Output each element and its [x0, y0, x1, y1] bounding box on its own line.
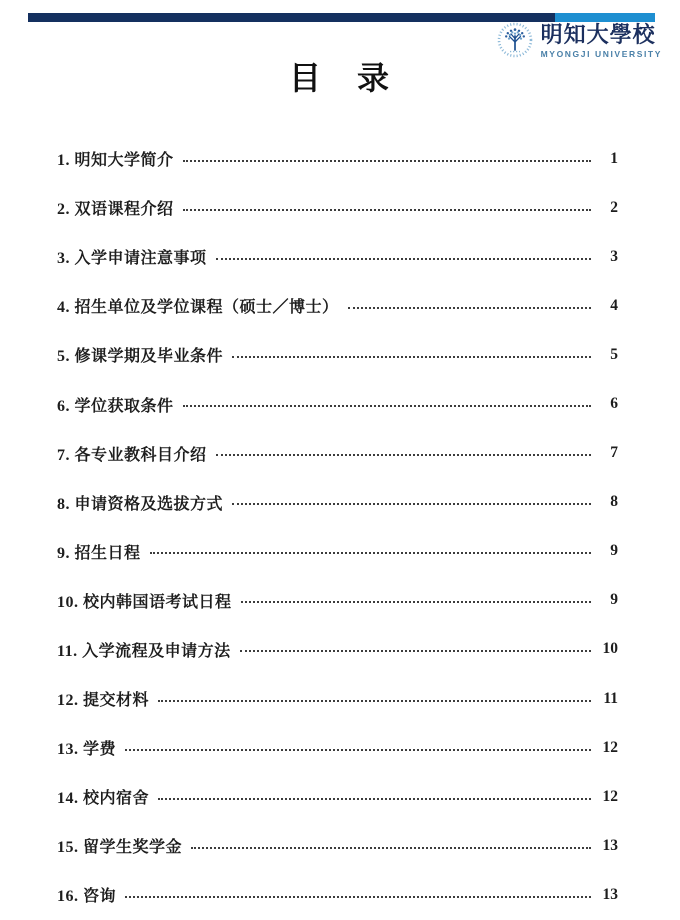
toc-row: [57, 429, 618, 478]
toc-row: [57, 576, 618, 625]
university-logo: [496, 21, 662, 59]
toc-row: [57, 134, 618, 183]
toc-page-number: 13: [602, 885, 618, 903]
toc-page-number: 9: [610, 591, 618, 609]
toc-item-label: 7. 各专业教科目介绍: [57, 446, 207, 464]
university-logo-text: [541, 22, 662, 59]
toc-page-number: 4: [610, 296, 618, 314]
toc-page-number: 11: [603, 689, 618, 707]
toc-list: [57, 134, 618, 920]
toc-row: [57, 478, 618, 527]
toc-row: [57, 870, 618, 919]
toc-row: [57, 625, 618, 674]
toc-page-number: 7: [610, 444, 618, 462]
toc-page-number: 9: [610, 542, 618, 560]
dotted-leader: [216, 454, 591, 456]
toc-row: [57, 772, 618, 821]
university-name-cjk: 明知大學校: [540, 21, 656, 47]
toc-row: [57, 723, 618, 772]
dotted-leader: [158, 798, 591, 800]
toc-page-number: 6: [610, 395, 618, 413]
dotted-leader: [158, 700, 591, 702]
toc-page-number: 12: [602, 787, 618, 805]
toc-item-label: 6. 学位获取条件: [57, 397, 174, 415]
toc-page-number: 8: [610, 493, 618, 511]
toc-page-number: 3: [610, 247, 618, 265]
dotted-leader: [216, 258, 591, 260]
toc-page-number: 2: [610, 198, 618, 216]
toc-page-number: 5: [610, 345, 618, 363]
toc-item-label: 5. 修课学期及毕业条件: [57, 348, 224, 366]
toc-row: [57, 379, 618, 428]
toc-row: [57, 674, 618, 723]
toc-item-label: 9. 招生日程: [57, 544, 141, 562]
dotted-leader: [150, 552, 591, 554]
toc-item-label: 10. 校内韩国语考试日程: [57, 593, 232, 611]
toc-item-label: 13. 学费: [57, 741, 117, 759]
dotted-leader: [183, 405, 591, 407]
header-bar-navy-segment: [28, 13, 555, 22]
dotted-leader: [232, 503, 591, 505]
toc-item-label: 14. 校内宿舍: [57, 790, 150, 808]
dotted-leader: [183, 209, 591, 211]
toc-row: [57, 281, 618, 330]
toc-row: [57, 183, 618, 232]
toc-item-label: 2. 双语课程介绍: [57, 201, 174, 219]
toc-item-label: 11. 入学流程及申请方法: [57, 642, 231, 660]
dotted-leader: [240, 650, 591, 652]
toc-item-label: 8. 申请资格及选拔方式: [57, 495, 224, 513]
dotted-leader: [241, 601, 591, 603]
toc-row: [57, 330, 618, 379]
toc-row: [57, 821, 618, 870]
toc-page-number: 13: [602, 836, 618, 854]
page-title: 目 录: [288, 60, 391, 96]
toc-row: [57, 527, 618, 576]
dotted-leader: [125, 896, 591, 898]
dotted-leader: [348, 307, 591, 309]
toc-item-label: 16. 咨询: [57, 888, 117, 906]
toc-item-label: 3. 入学申请注意事项: [57, 250, 207, 268]
toc-item-label: 1. 明知大学简介: [57, 152, 174, 170]
toc-item-label: 12. 提交材料: [57, 692, 150, 710]
toc-item-label: 15. 留学生奖学金: [57, 839, 183, 857]
university-name-en: MYONGJI UNIVERSITY: [540, 48, 662, 59]
dotted-leader: [125, 749, 591, 751]
dotted-leader: [191, 847, 591, 849]
dotted-leader: [183, 160, 591, 162]
toc-item-label: 4. 招生单位及学位课程（硕士／博士）: [57, 299, 339, 317]
dotted-leader: [232, 356, 591, 358]
toc-page-number: 1: [610, 149, 618, 167]
toc-row: [57, 232, 618, 281]
toc-page-number: 10: [602, 640, 618, 658]
toc-page-number: 12: [602, 738, 618, 756]
tree-seal-icon: [496, 21, 534, 59]
